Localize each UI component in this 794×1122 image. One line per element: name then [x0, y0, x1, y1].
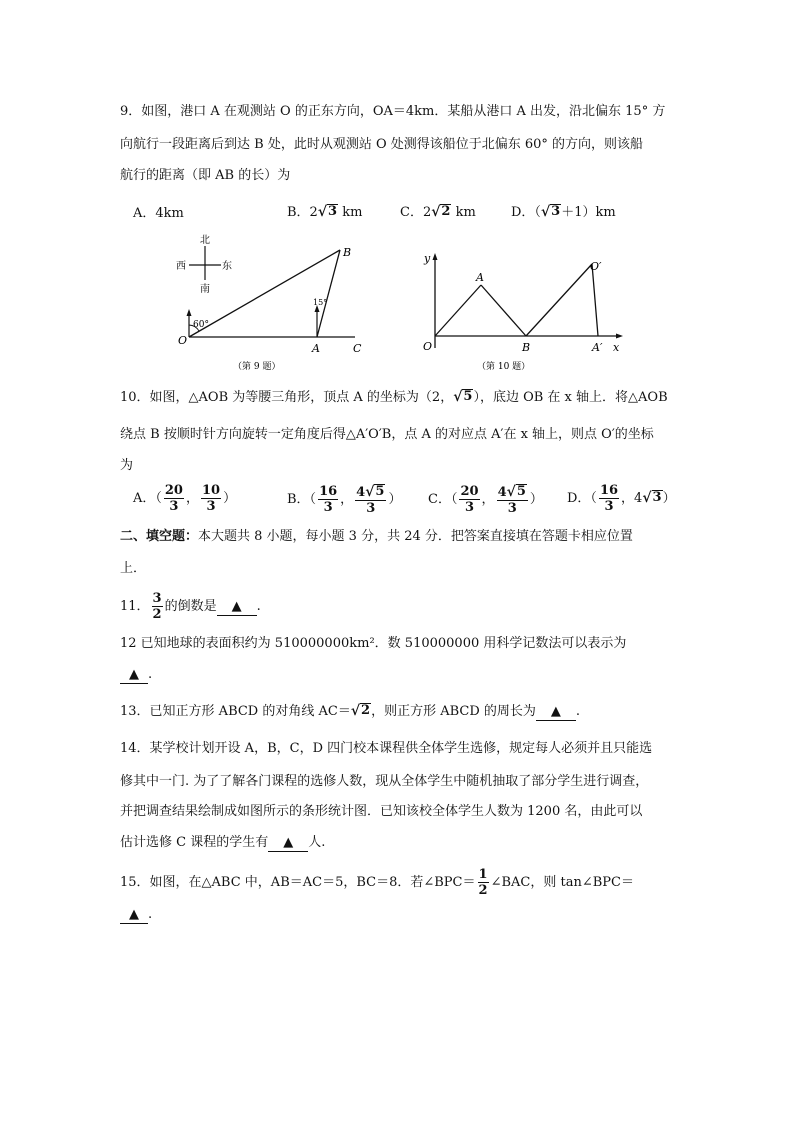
q14-line-2: 修其中一门. 为了了解各门课程的选修人数，现从全体学生中随机抽取了部分学生进行调查， — [120, 774, 649, 789]
sqrt: √ 2 — [431, 204, 451, 220]
q14-line-3: 并把调查结果绘制成如图所示的条形统计图．已知该校全体学生人数为 1200 名，由此可以 — [120, 804, 643, 819]
sqrt: √ 5 — [506, 484, 526, 500]
q9-option-a: A．4km — [133, 206, 184, 221]
q9-figure — [165, 228, 375, 378]
figure-caption-10: （第 10 题） — [477, 362, 531, 372]
section-2-title: 二、填空题： — [120, 529, 199, 544]
label-a-prime: A′ — [592, 341, 603, 354]
answer-blank[interactable]: ▲ — [536, 704, 576, 721]
label-a: A — [312, 342, 320, 355]
q10-line-3: 为 — [120, 458, 134, 473]
compass-north: 北 — [200, 235, 210, 246]
fraction: $\frac{20}{3}$ — [164, 483, 183, 514]
fraction: $\frac{16}{3}$ — [319, 484, 338, 515]
fraction: $\frac{3}{2}$ — [152, 591, 162, 622]
q9-option-d: D．（ √ 3 ＋1）km — [511, 204, 616, 220]
label-c: C — [353, 342, 362, 355]
q10-option-a: A．（ $\frac{20}{3}$ ， $\frac{10}{3}$ ） — [133, 483, 237, 514]
answer-blank[interactable]: ▲ — [268, 835, 308, 852]
q9-option-b: B．2 √ 3 km — [287, 204, 363, 220]
segment-oa — [435, 285, 481, 336]
label-o-prime: O′ — [590, 260, 602, 273]
label-b: B — [522, 341, 531, 354]
q10-figure — [415, 250, 630, 378]
section-2-heading: 二、填空题：本大题共 8 小题，每小题 3 分，共 24 分．把答案直接填在答题卡相应位置 — [120, 529, 633, 544]
angle-60-label: 60° — [193, 320, 209, 330]
segment-b-op — [526, 264, 592, 336]
q12-line-1: 12 已知地球的表面积约为 510000000km²．数 510000000 用科学记数法可以表示为 — [120, 636, 627, 651]
q9-line-1: 9．如图，港口 A 在观测站 O 的正东方向，OA＝4km．某船从港口 A 出发，沿北偏东 15° 方 — [120, 104, 666, 119]
label-a: A — [476, 271, 484, 284]
segment-op-ap — [592, 264, 598, 336]
q10-option-d: D．（ $\frac{16}{3}$ ，4 √ 3 ） — [567, 483, 676, 514]
q15-line-1: 15．如图，在△ABC 中，AB＝AC＝5，BC＝8．若∠BPC＝ $\frac{1}{2}$ ∠BAC，则 tan∠BPC＝ — [120, 867, 634, 898]
q9-line-3: 航行的距离（即 AB 的长）为 — [120, 168, 291, 183]
compass-east: 东 — [222, 261, 232, 272]
q11: 11． $\frac{3}{2}$ 的倒数是 ▲ . — [120, 591, 261, 622]
section-2-line-2: 上． — [120, 561, 147, 576]
compass-south: 南 — [200, 284, 210, 295]
fraction: 4 √ 5 3 — [497, 484, 526, 516]
label-x: x — [613, 341, 620, 354]
sqrt: √ 5 — [453, 389, 473, 405]
label-y: y — [424, 252, 431, 265]
q14-line-4: 估计选修 C 课程的学生有 ▲ 人. — [120, 835, 326, 850]
q10-option-b: B．（ $\frac{16}{3}$ ， 4 √ 5 3 ） — [287, 484, 402, 516]
y-axis-arrow — [433, 253, 438, 260]
fraction: $\frac{20}{3}$ — [460, 484, 479, 515]
q10-line-2: 绕点 B 按顺时针方向旋转一定角度后得△A′O′B，点 A 的对应点 A′在 x 轴上，则点 O′的坐标 — [120, 427, 654, 442]
sqrt: √ 3 — [642, 490, 662, 506]
angle-15-label: 15° — [313, 298, 328, 307]
answer-blank[interactable]: ▲ — [120, 907, 148, 924]
fraction: $\frac{16}{3}$ — [599, 483, 619, 514]
q9-option-c: C．2 √ 2 km — [400, 204, 476, 220]
line-ab — [317, 250, 340, 337]
label-o: O — [178, 334, 188, 347]
compass-west: 西 — [176, 261, 186, 272]
sqrt: √ 2 — [350, 703, 371, 719]
q10-line-1: 10．如图，△AOB 为等腰三角形，顶点 A 的坐标为（2， √ 5 ），底边 OB 在 x 轴上．将△AOB — [120, 389, 668, 405]
figure-caption-9: （第 9 题） — [233, 362, 281, 372]
q10-option-c: C．（ $\frac{20}{3}$ ， 4 √ 5 3 ） — [428, 484, 543, 516]
label-o: O — [423, 340, 433, 353]
arrowhead-o — [187, 309, 192, 316]
q14-line-1: 14．某学校计划开设 A，B，C，D 四门校本课程供全体学生选修，规定每人必须并且只能选 — [120, 741, 653, 756]
q15-line-2: ▲ . — [120, 907, 152, 924]
label-b: B — [343, 246, 352, 259]
x-axis-arrow — [616, 334, 623, 339]
q13: 13．已知正方形 ABCD 的对角线 AC＝ √ 2 ，则正方形 ABCD 的周长为 ▲ . — [120, 703, 581, 719]
sqrt: √ 3 — [317, 204, 338, 220]
fraction: $\frac{10}{3}$ — [202, 483, 221, 514]
sqrt: √ 3 — [540, 204, 561, 220]
fraction: $\frac{1}{2}$ — [478, 867, 488, 898]
answer-blank[interactable]: ▲ — [217, 599, 257, 616]
answer-blank[interactable]: ▲ — [120, 667, 148, 684]
sqrt: √ 5 — [365, 484, 385, 500]
fraction: 4 √ 5 3 — [356, 484, 385, 516]
segment-ab — [481, 285, 526, 336]
q12-line-2: ▲ . — [120, 667, 152, 684]
q9-line-2: 向航行一段距离后到达 B 处，此时从观测站 O 处测得该船位于北偏东 60° 的方向，则该船 — [120, 137, 644, 152]
